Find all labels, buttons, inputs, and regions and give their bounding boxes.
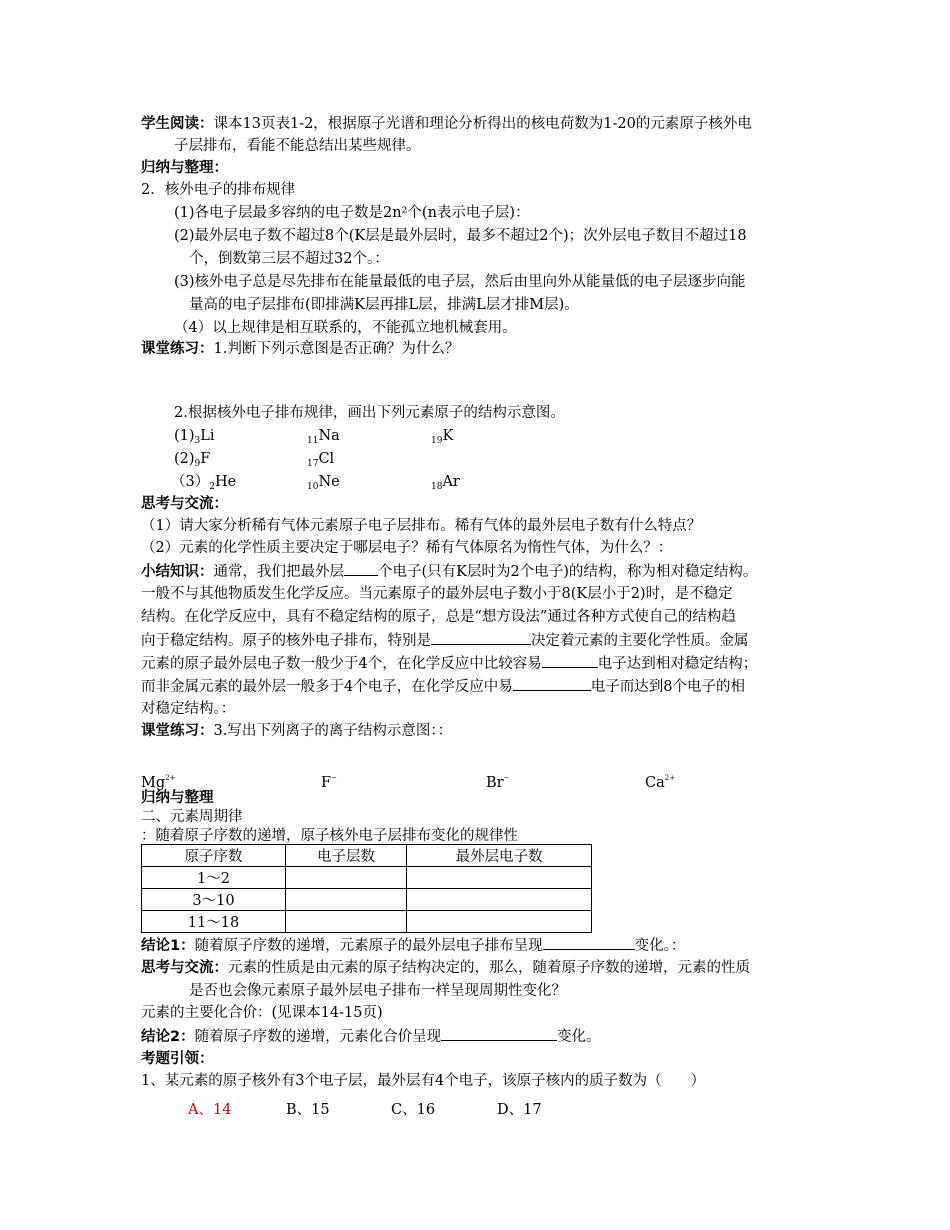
knowledge-line-4 [141, 630, 749, 651]
think2-b: 是否也会像元素原子最外层电子排布一样呈现周期性变化？ [189, 983, 566, 999]
summary2-title: 归纳与整理 [141, 790, 214, 806]
option-c[interactable]: C、16 [391, 1102, 436, 1118]
na-atomic-number: 11 [307, 436, 319, 446]
knowledge-line-1 [141, 561, 757, 582]
he-symbol: He [214, 474, 237, 490]
ion-f-charge: − [331, 774, 337, 782]
summary2-sub: ：随着原子序数的递增，原子核外电子层排布变化的规律性 [141, 828, 518, 844]
he-atomic-number: 2 [209, 482, 215, 492]
think1-label: 思考与交流： [141, 496, 228, 512]
read-text-1: 课本13页表1-2，根据原子光谱和理论分析得出的核电荷数为1-20的元素原子核外电 [213, 116, 752, 132]
blank-3[interactable] [542, 653, 598, 668]
ion-mg-symbol: Mg [141, 775, 166, 791]
rule-3a: (3)核外电子总是尽先排布在能量最低的电子层，然后由里向外从能量低的电子层逐步向能 [174, 274, 746, 290]
knowledge-l4b: 决定着元素的主要化学性质。金属 [531, 633, 749, 649]
practice1-label: 课堂练习： [141, 341, 214, 357]
ar-element [431, 472, 460, 497]
rule-2a: (2)最外层电子数不超过8个(K层是最外层时，最多不超过2个)；次外层电子数目不超过18 [174, 228, 747, 244]
valence-line: 元素的主要化合价：(见课本14-15页) [141, 1005, 383, 1021]
conclusion2-line [141, 1026, 601, 1047]
ne-atomic-number: 10 [307, 482, 319, 492]
knowledge-l6b: 电子而达到8个电子的相 [590, 679, 745, 695]
rule-3b: 量高的电子层排布(即排满K层再排L层，排满L层才排M层)。 [189, 297, 579, 313]
element-row-2 [174, 449, 210, 474]
cl-symbol: Cl [318, 451, 335, 467]
table-header-cell: 电子层数 [286, 845, 407, 867]
option-d[interactable]: D、17 [497, 1102, 542, 1118]
exam-question: 1、某元素的原子核外有3个电子层，最外层有4个电子，该原子核内的质子数为（ ） [141, 1073, 706, 1089]
table-cell-empty[interactable] [407, 889, 592, 911]
table-cell-atomic-number: 1～2 [142, 867, 286, 889]
k-atomic-number: 19 [431, 436, 443, 446]
knowledge-l4a: 向于稳定结构。原子的核外电子排布，特别是 [141, 633, 431, 649]
table-cell-empty[interactable] [286, 911, 407, 933]
table-cell-empty[interactable] [407, 911, 592, 933]
think1-q1: （1）请大家分析稀有气体元素原子电子层排布。稀有气体的最外层电子数有什么特点？ [141, 518, 702, 534]
table-row [142, 867, 592, 889]
knowledge-line-5 [141, 653, 757, 674]
na-element [307, 426, 340, 451]
ion-mg-charge: 2+ [165, 774, 176, 782]
practice3-label: 课堂练习： [141, 723, 214, 739]
knowledge-l6a: 而非金属元素的最外层一般多于4个电子，在化学反应中易 [141, 679, 513, 695]
think2-label: 思考与交流： [141, 960, 228, 976]
conclusion2-b: 变化。 [557, 1029, 601, 1045]
table-row [142, 889, 592, 911]
practice1-q1: 1.判断下列示意图是否正确？为什么？ [213, 341, 460, 357]
cl-element [307, 449, 334, 474]
row3-prefix: （3） [171, 474, 210, 490]
conclusion1-b: 变化。： [634, 938, 686, 954]
practice1-q2: 2.根据核外电子排布规律，画出下列元素原子的结构示意图。 [174, 405, 565, 421]
option-b[interactable]: B、15 [286, 1102, 330, 1118]
read-line-1 [141, 114, 752, 134]
practice1-line [141, 339, 459, 359]
knowledge-l5a: 元素的原子最外层电子数一般少于4个，在化学反应中比较容易 [141, 656, 542, 672]
ion-ca [645, 768, 675, 793]
ion-br [486, 768, 509, 793]
think1-q2: （2）元素的化学性质主要决定于哪层电子？稀有气体原名为惰性气体，为什么？： [141, 540, 673, 556]
knowledge-line-2: 一般不与其他物质发生化学反应。当元素原子的最外层电子数小于8(K层小于2)时，是不稳定 [141, 586, 733, 602]
think2-line [141, 958, 750, 978]
ion-f-symbol: F [321, 775, 332, 791]
rule-4: （4）以上规律是相互联系的，不能孤立地机械套用。 [174, 320, 517, 336]
element-row-1 [174, 426, 215, 451]
blank-1[interactable] [344, 561, 378, 576]
practice3-line [141, 721, 452, 741]
k-symbol: K [442, 428, 454, 444]
conclusion1-a: 随着原子序数的递增，元素原子的最外层电子排布呈现 [194, 938, 543, 954]
ar-atomic-number: 18 [431, 482, 443, 492]
blank-2[interactable] [431, 630, 531, 645]
table-cell-atomic-number: 11～18 [142, 911, 286, 933]
ion-ca-symbol: Ca [645, 775, 665, 791]
conclusion2-a: 随着原子序数的递增，元素化合价呈现 [194, 1029, 442, 1045]
conclusion2-label: 结论2： [141, 1029, 195, 1045]
knowledge-line-3: 结构。在化学反应中，具有不稳定结构的原子，总是“想方设法”通过各种方式使自己的结构趋 [141, 609, 736, 625]
row2-prefix: (2) [174, 451, 195, 467]
read-text-2: 子层排布，看能不能总结出某些规律。 [174, 138, 421, 154]
table-header-cell: 最外层电子数 [407, 845, 592, 867]
knowledge-line-6 [141, 676, 745, 697]
ion-f [321, 768, 337, 793]
ne-element [307, 472, 340, 497]
practice3-q: 3.写出下列离子的离子结构示意图：： [213, 723, 453, 739]
rule-1: (1)各电子层最多容纳的电子数是2n²个(n表示电子层)： [174, 205, 530, 221]
cl-atomic-number: 17 [307, 459, 319, 469]
li-atomic-number: 3 [194, 436, 201, 446]
k-element [431, 426, 453, 451]
f-symbol: F [200, 451, 211, 467]
ion-ca-charge: 2+ [664, 774, 676, 782]
conclusion1-line [141, 935, 685, 956]
knowledge-line-7: 对稳定结构。： [141, 701, 236, 717]
ar-symbol: Ar [442, 474, 460, 490]
na-symbol: Na [318, 428, 340, 444]
summary2-heading: 二、元素周期律 [141, 809, 243, 825]
option-a[interactable]: A、14 [188, 1102, 232, 1118]
blank-4[interactable] [513, 676, 591, 691]
blank-6[interactable] [441, 1026, 557, 1041]
think2-a: 元素的性质是由元素的原子结构决定的，那么，随着原子序数的递增，元素的性质 [228, 960, 750, 976]
ion-br-charge: − [503, 774, 510, 782]
blank-5[interactable] [543, 935, 635, 950]
knowledge-label: 小结知识： [141, 564, 214, 580]
summary1-title: 归纳与整理： [141, 160, 228, 176]
table-cell-empty[interactable] [407, 867, 592, 889]
rule-2b: 个，倒数第三层不超过32个。： [189, 251, 389, 267]
table-header-row [142, 845, 592, 867]
row1-prefix: (1) [174, 428, 195, 444]
exam-title: 考题引领： [141, 1051, 214, 1067]
conclusion1-label: 结论1： [141, 938, 195, 954]
table-cell-atomic-number: 3～10 [142, 889, 286, 911]
knowledge-l1a: 通常，我们把最外层 [213, 564, 344, 580]
ion-br-symbol: Br [486, 775, 504, 791]
li-symbol: Li [200, 428, 215, 444]
f-atomic-number: 9 [194, 459, 201, 469]
table-row [142, 911, 592, 933]
read-label: 学生阅读： [141, 116, 214, 132]
knowledge-l5b: 电子达到相对稳定结构； [597, 656, 758, 672]
ne-symbol: Ne [318, 474, 340, 490]
table-cell-empty[interactable] [286, 889, 407, 911]
table-header-cell: 原子序数 [142, 845, 286, 867]
electron-layer-table [141, 844, 592, 933]
knowledge-l1b: 个电子(只有K层时为2个电子)的结构，称为相对稳定结构。 [378, 564, 758, 580]
table-cell-empty[interactable] [286, 867, 407, 889]
summary1-heading: 2．核外电子的排布规律 [141, 182, 296, 198]
